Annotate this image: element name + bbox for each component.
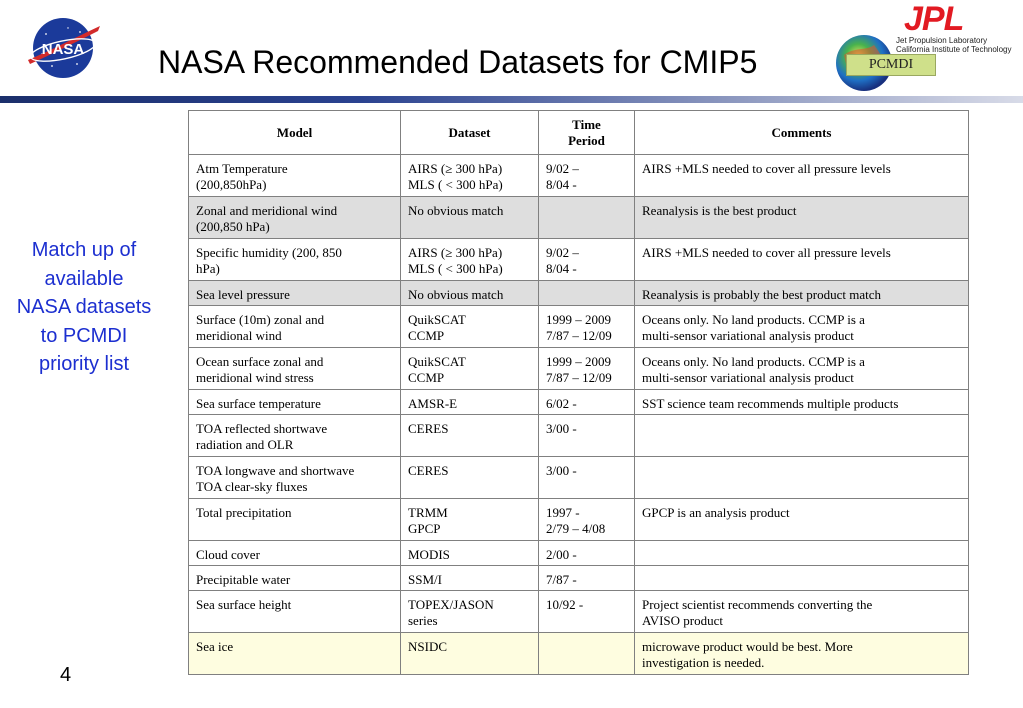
cell-line: series xyxy=(408,613,438,628)
cell-line: meridional wind xyxy=(196,328,282,343)
cell-dataset xyxy=(401,239,539,281)
cell-dataset xyxy=(401,281,539,306)
cell-line: Cloud cover xyxy=(196,547,260,562)
table-row xyxy=(189,457,969,499)
cell-time-period xyxy=(539,348,635,390)
table-row xyxy=(189,415,969,457)
side-note: Match up of available NASA datasets to PCMDI priority list xyxy=(16,239,152,375)
cell-line: Oceans only. No land products. CCMP is a xyxy=(642,354,865,369)
cell-comments xyxy=(635,348,969,390)
cell-comments xyxy=(635,155,969,197)
cell-time-period xyxy=(539,197,635,239)
cell-comments xyxy=(635,633,969,675)
table-row xyxy=(189,541,969,566)
table-row xyxy=(189,155,969,197)
cell-comments xyxy=(635,390,969,415)
cell-line: investigation is needed. xyxy=(642,655,765,670)
cell-line: CERES xyxy=(408,463,449,478)
cell-comments xyxy=(635,541,969,566)
cell-line: 1997 - xyxy=(546,505,580,520)
cell-line: TOA longwave and shortwave xyxy=(196,463,355,478)
cell-comments xyxy=(635,239,969,281)
cell-time-period xyxy=(539,633,635,675)
dataset-table xyxy=(188,110,969,675)
cell-line: QuikSCAT xyxy=(408,354,466,369)
cell-time-period xyxy=(539,566,635,591)
cell-line: MODIS xyxy=(408,547,450,562)
cell-time-period xyxy=(539,499,635,541)
cell-line: AMSR-E xyxy=(408,396,458,411)
cell-line: 9/02 – xyxy=(546,245,579,260)
cell-line: Sea ice xyxy=(196,639,234,654)
cell-comments xyxy=(635,415,969,457)
cell-line: AIRS +MLS needed to cover all pressure levels xyxy=(642,245,891,260)
cell-line: MLS ( < 300 hPa) xyxy=(408,261,503,276)
cell-comments xyxy=(635,281,969,306)
cell-line: 8/04 - xyxy=(546,177,577,192)
cell-line: CCMP xyxy=(408,328,445,343)
cell-line: 10/92 - xyxy=(546,597,584,612)
cell-time-period xyxy=(539,306,635,348)
page-title: NASA Recommended Datasets for CMIP5 xyxy=(158,44,758,80)
cell-line: Zonal and meridional wind xyxy=(196,203,338,218)
cell-model xyxy=(189,566,401,591)
cell-comments xyxy=(635,306,969,348)
page-number: 4 xyxy=(60,664,72,686)
cell-line: 2/00 - xyxy=(546,547,577,562)
cell-line: QuikSCAT xyxy=(408,312,466,327)
table-body xyxy=(189,155,969,675)
cell-line: 6/02 - xyxy=(546,396,577,411)
cell-line: Project scientist recommends converting the xyxy=(642,597,873,612)
cell-line: (200,850 hPa) xyxy=(196,219,270,234)
cell-model xyxy=(189,239,401,281)
cell-time-period xyxy=(539,155,635,197)
cell-line: CERES xyxy=(408,421,449,436)
cell-line: radiation and OLR xyxy=(196,437,294,452)
cell-comments xyxy=(635,499,969,541)
cell-line: microwave product would be best. More xyxy=(642,639,853,654)
cell-line: Sea level pressure xyxy=(196,287,290,302)
cell-time-period xyxy=(539,457,635,499)
cell-line: TRMM xyxy=(408,505,448,520)
table-row xyxy=(189,566,969,591)
cell-dataset xyxy=(401,390,539,415)
cell-model xyxy=(189,348,401,390)
header-time-period-label: Time Period xyxy=(568,117,605,148)
cell-line: AIRS (≥ 300 hPa) xyxy=(408,161,503,176)
cell-line: Reanalysis is the best product xyxy=(642,203,797,218)
cell-line: 1999 – 2009 xyxy=(546,312,611,327)
cell-model xyxy=(189,457,401,499)
cell-dataset xyxy=(401,591,539,633)
cell-line: Ocean surface zonal and xyxy=(196,354,324,369)
cell-dataset xyxy=(401,197,539,239)
cell-line: 9/02 – xyxy=(546,161,579,176)
cell-dataset xyxy=(401,415,539,457)
cell-dataset xyxy=(401,457,539,499)
pcmdi-logo: PCMDI xyxy=(846,54,936,76)
cell-line: TOA clear-sky fluxes xyxy=(196,479,308,494)
cell-model xyxy=(189,591,401,633)
header-dataset: Dataset xyxy=(401,111,539,155)
cell-line: NSIDC xyxy=(408,639,448,654)
cell-time-period xyxy=(539,390,635,415)
cell-line: Sea surface height xyxy=(196,597,292,612)
cell-line: multi-sensor variational analysis product xyxy=(642,370,854,385)
cell-time-period xyxy=(539,415,635,457)
table-row xyxy=(189,633,969,675)
cell-time-period xyxy=(539,281,635,306)
jpl-logo xyxy=(896,2,1020,54)
table-header-row xyxy=(189,111,969,155)
table-row xyxy=(189,591,969,633)
cell-line: meridional wind stress xyxy=(196,370,314,385)
cell-line: 2/79 – 4/08 xyxy=(546,521,606,536)
cell-line: AVISO product xyxy=(642,613,724,628)
cell-model xyxy=(189,541,401,566)
cell-line: 7/87 – 12/09 xyxy=(546,328,612,343)
cell-line: 7/87 - xyxy=(546,572,577,587)
cell-time-period xyxy=(539,591,635,633)
header-comments: Comments xyxy=(635,111,969,155)
table-row xyxy=(189,239,969,281)
cell-model xyxy=(189,306,401,348)
nasa-logo-icon xyxy=(22,14,104,82)
jpl-logo-mark: JPL xyxy=(904,0,964,38)
table-row xyxy=(189,306,969,348)
cell-line: multi-sensor variational analysis product xyxy=(642,328,854,343)
cell-line: TOPEX/JASON xyxy=(408,597,494,612)
cell-line: AIRS (≥ 300 hPa) xyxy=(408,245,503,260)
cell-line: MLS ( < 300 hPa) xyxy=(408,177,503,192)
cell-line: No obvious match xyxy=(408,203,504,218)
header-time-period xyxy=(539,111,635,155)
nasa-logo-text: NASA xyxy=(41,41,85,58)
header-model: Model xyxy=(189,111,401,155)
cell-line: Oceans only. No land products. CCMP is a xyxy=(642,312,865,327)
jpl-logo-line-1: Jet Propulsion Laboratory xyxy=(896,36,988,45)
cell-line: GPCP xyxy=(408,521,441,536)
cell-line: SST science team recommends multiple products xyxy=(642,396,899,411)
cell-line: Sea surface temperature xyxy=(196,396,321,411)
cell-model xyxy=(189,281,401,306)
cell-line: TOA reflected shortwave xyxy=(196,421,328,436)
cell-line: Atm Temperature xyxy=(196,161,288,176)
table-row xyxy=(189,197,969,239)
cell-line: GPCP is an analysis product xyxy=(642,505,790,520)
cell-dataset xyxy=(401,633,539,675)
table-row xyxy=(189,281,969,306)
cell-comments xyxy=(635,591,969,633)
cell-model xyxy=(189,390,401,415)
cell-line: hPa) xyxy=(196,261,220,276)
cell-dataset xyxy=(401,155,539,197)
cell-model xyxy=(189,499,401,541)
cell-line: 1999 – 2009 xyxy=(546,354,611,369)
cell-line: Precipitable water xyxy=(196,572,291,587)
cell-line: AIRS +MLS needed to cover all pressure levels xyxy=(642,161,891,176)
cell-model xyxy=(189,633,401,675)
table-row xyxy=(189,499,969,541)
cell-dataset xyxy=(401,566,539,591)
cell-comments xyxy=(635,457,969,499)
cell-time-period xyxy=(539,239,635,281)
cell-model xyxy=(189,155,401,197)
cell-time-period xyxy=(539,541,635,566)
cell-line: 3/00 - xyxy=(546,421,577,436)
cell-model xyxy=(189,415,401,457)
cell-line: Total precipitation xyxy=(196,505,292,520)
cell-dataset xyxy=(401,541,539,566)
cell-line: 7/87 – 12/09 xyxy=(546,370,612,385)
cell-dataset xyxy=(401,348,539,390)
header-band xyxy=(0,96,1023,103)
cell-line: CCMP xyxy=(408,370,445,385)
cell-dataset xyxy=(401,499,539,541)
cell-line: No obvious match xyxy=(408,287,504,302)
table-row xyxy=(189,348,969,390)
cell-comments xyxy=(635,566,969,591)
cell-line: Specific humidity (200, 850 xyxy=(196,245,342,260)
cell-line: 8/04 - xyxy=(546,261,577,276)
cell-model xyxy=(189,197,401,239)
cell-line: (200,850hPa) xyxy=(196,177,267,192)
cell-dataset xyxy=(401,306,539,348)
jpl-logo-line-2: California Institute of Technology xyxy=(896,45,1012,54)
cell-line: Reanalysis is probably the best product match xyxy=(642,287,882,302)
table-row xyxy=(189,390,969,415)
cell-comments xyxy=(635,197,969,239)
cell-line: Surface (10m) zonal and xyxy=(196,312,325,327)
cell-line: 3/00 - xyxy=(546,463,577,478)
cell-line: SSM/I xyxy=(408,572,442,587)
